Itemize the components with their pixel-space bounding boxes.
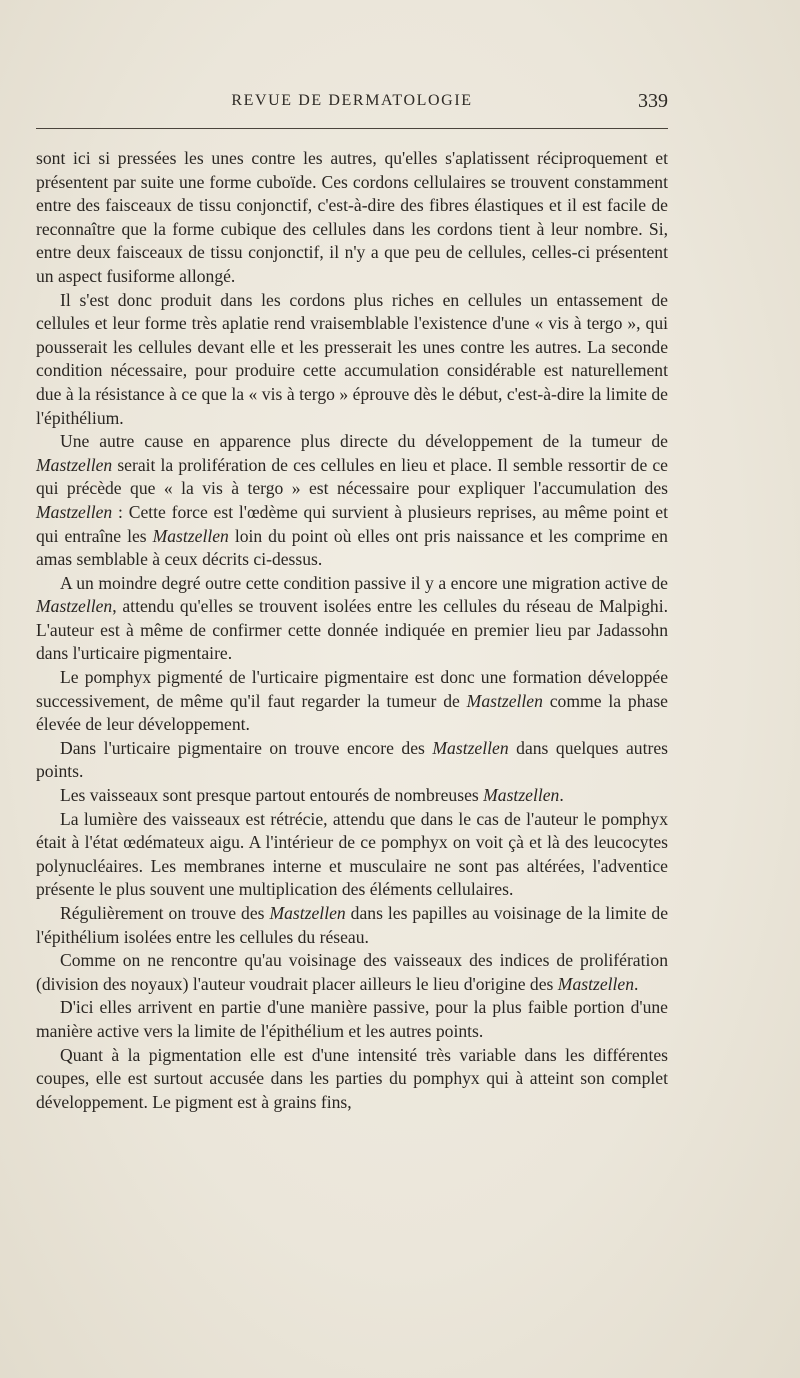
text-run: serait la prolifération de ces cellules en lieu et place. Il semble ressortir de ce qui précède que « la vis à tergo » est nécessaire pour expliquer l'accumulation des (36, 454, 668, 499)
paragraph (36, 784, 668, 808)
italic-term: Mastzellen (36, 596, 113, 617)
paragraph (36, 996, 668, 1043)
italic-term: Mastzellen (152, 525, 229, 546)
italic-term: Mastzellen (269, 903, 346, 923)
text-run: . (559, 785, 564, 806)
header-rule (36, 128, 668, 129)
italic-term: Mastzellen (36, 501, 113, 522)
text-run: A un moindre degré outre cette condition passive il y a encore une migration active de (60, 572, 668, 593)
text-run: dans quelques autres points. (36, 737, 668, 782)
text-run: comme la phase élevée de leur développement. (36, 690, 668, 735)
text-run: Il s'est donc produit dans les cordons plus riches en cellules un entassement de cellules et leur forme très aplatie rend vraisemblable l'existence d'une « vis à tergo », qui pousserait les cellules devant elle et les presserait les unes contre les autres. La seconde condition nécessaire, pour produire cette accumulation considérable est naturellement due à la résistance à ce que la « vis à tergo » éprouve dès le début, c'est-à-dire la limite de l'épithélium. (36, 289, 668, 428)
text-run: . (634, 973, 639, 994)
italic-term: Mastzellen (483, 785, 560, 806)
text-run: Quant à la pigmentation elle est d'une intensité très variable dans les différentes coupes, elle est surtout accusée dans les parties du pomphyx qui à atteint son complet développement. Le pigment est à grains fins, (36, 1044, 668, 1112)
text-run: : Cette force est l'œdème qui survient à plusieurs reprises, au même point et qui entraîne les (36, 501, 668, 546)
text-run: dans les papilles au voisinage de la limite de l'épithélium isolées entre les cellules du réseau. (36, 903, 668, 947)
paragraph (36, 1044, 668, 1115)
italic-term: Mastzellen (557, 973, 635, 994)
text-run: Une autre cause en apparence plus directe du développement de la tumeur de (60, 431, 668, 452)
page-number: 339 (638, 90, 668, 112)
paragraph (36, 737, 668, 784)
paragraph (36, 902, 668, 949)
paragraph (36, 666, 668, 737)
paragraph (36, 949, 668, 996)
text-run: loin du point où elles ont pris naissance et les comprime en amas semblable à ceux décrits ci-dessus. (36, 525, 668, 570)
text-run: Le pomphyx pigmenté de l'urticaire pigmentaire est donc une formation développée successivement, de même qu'il faut regarder la tumeur de (36, 667, 668, 711)
italic-term: Mastzellen (36, 454, 113, 475)
paragraph (36, 289, 668, 431)
paragraph (36, 808, 668, 902)
text-run: Régulièrement on trouve des (60, 903, 270, 923)
text-run: , attendu qu'elles se trouvent isolées entre les cellules du réseau de Malpighi. L'auteur est à même de confirmer cette donnée indiquée en premier lieu par Jadassohn dans l'urticaire pigmentaire. (36, 596, 668, 664)
text-run: Comme on ne rencontre qu'au voisinage des vaisseaux des indices de prolifération (division des noyaux) l'auteur voudrait placer ailleurs le lieu d'origine des (36, 950, 668, 994)
italic-term: Mastzellen (466, 690, 543, 711)
text-run: sont ici si pressées les unes contre les autres, qu'elles s'aplatissent réciproquement et présentent par suite une forme cuboïde. Ces cordons cellulaires se trouvent constamment entre des faisceaux de tissu conjonctif, c'est-à-dire des fibres élastiques et il est facile de reconnaître que la forme cubique des cellules dans les cordons tient à leur nombre. Si, entre deux faisceaux de tissu conjonctif, il n'y a que peu de cellules, celles-ci présentent un aspect fusiforme allongé. (36, 148, 668, 286)
body-text (36, 147, 668, 1114)
italic-term: Mastzellen (432, 737, 509, 758)
page-header (36, 90, 668, 118)
text-run: Les vaisseaux sont presque partout entourés de nombreuses (60, 785, 484, 806)
text-run: La lumière des vaisseaux est rétrécie, attendu que dans le cas de l'auteur le pomphyx était à l'état œdémateux aigu. A l'intérieur de ce pomphyx on voit çà et là des leucocytes polynucléaires. Les membranes interne et musculaire ne sont pas altérées, l'adventice présente le plus souvent une multiplication des éléments cellulaires. (36, 808, 668, 900)
paragraph (36, 430, 668, 572)
text-run: D'ici elles arrivent en partie d'une manière passive, pour la plus faible portion d'une manière active vers la limite de l'épithélium et les autres points. (36, 997, 668, 1041)
running-title: REVUE DE DERMATOLOGIE (231, 92, 473, 109)
paragraph (36, 147, 668, 289)
paragraph (36, 572, 668, 666)
text-run: Dans l'urticaire pigmentaire on trouve encore des (60, 737, 433, 758)
